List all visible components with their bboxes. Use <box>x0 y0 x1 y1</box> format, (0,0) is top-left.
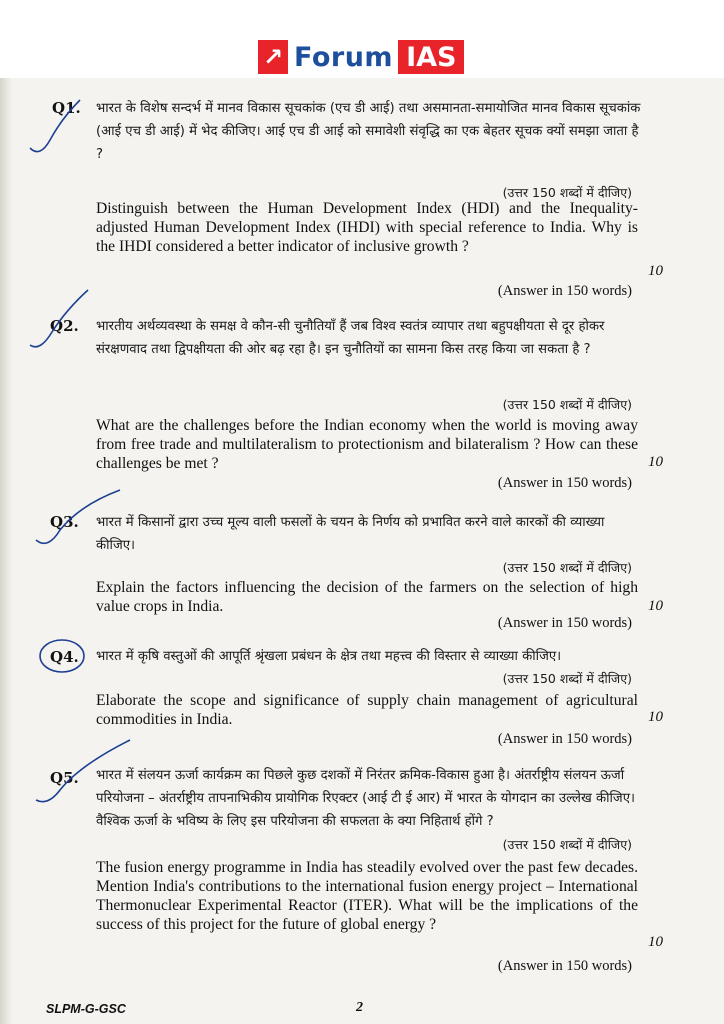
question-4-english: Elaborate the scope and significance of supply chain management of agricultural commodities in India. <box>96 692 638 728</box>
question-1-hint-hindi: (उत्तर 150 शब्दों में दीजिए) <box>502 185 632 200</box>
question-4-marks: 10 <box>648 709 663 725</box>
question-2-number: Q2. <box>50 317 79 335</box>
question-4-hint-hindi: (उत्तर 150 शब्दों में दीजिए) <box>502 671 632 686</box>
page-number: 2 <box>356 1000 363 1015</box>
question-5-number: Q5. <box>50 769 79 787</box>
arrow-icon: ↗ <box>258 40 288 74</box>
question-4-number: Q4. <box>50 648 79 666</box>
question-2-english: What are the challenges before the Indian economy when the world is moving away from free trade and multilateralism to protectionism and bilateralism ? How can these challenges be met ? <box>96 417 638 472</box>
page-left-edge <box>0 78 12 1024</box>
question-5-english: The fusion energy programme in India has steadily evolved over the past few decades. Mention India's contributions to the international fusion energy project – International Thermonuclear Experimental Reactor (ITER). What will be the implications of the success of this project for the future of global energy ? <box>96 859 638 933</box>
forumias-logo <box>258 40 464 74</box>
logo-forum-text: Forum <box>294 41 394 73</box>
question-3-hint-english: (Answer in 150 words) <box>497 615 632 631</box>
question-1-hindi: भारत के विशेष सन्दर्भ में मानव विकास सूचकांक (एच डी आई) तथा असमानता-समायोजित मानव विकास सूचकांक (आई एच डी आई) में भेद कीजिए। आई एच डी आई को समावेशी संवृद्धि का एक बेहतर सूचक क्यों समझा जाता है ? <box>96 101 641 162</box>
question-3-english: Explain the factors influencing the decision of the farmers on the selection of high value crops in India. <box>96 579 638 615</box>
question-3-hint-hindi: (उत्तर 150 शब्दों में दीजिए) <box>502 560 632 575</box>
question-2-hindi: भारतीय अर्थव्यवस्था के समक्ष वे कौन-सी चुनौतियाँ हैं जब विश्व स्वतंत्र व्यापार तथा बहुपक्षीयता से दूर होकर संरक्षणवाद तथा द्विपक्षीयता की ओर बढ़ रहा है। इन चुनौतियों का सामना किस तरह किया जा सकता है ? <box>96 319 605 357</box>
question-5-hindi: भारत में संलयन ऊर्जा कार्यक्रम का पिछले कुछ दशकों में निरंतर क्रमिक-विकास हुआ है। अंतर्राष्ट्रीय संलयन ऊर्जा परियोजना – अंतर्राष्ट्रीय तापनाभिकीय प्रायोगिक रिएक्टर (आई टी ई आर) में भारत के योगदान का उल्लेख कीजिए। वैश्विक ऊर्जा के भविष्य के लिए इस परियोजना की सफलता के क्या निहितार्थ होंगे ? <box>96 768 635 829</box>
question-1-hint-english: (Answer in 150 words) <box>497 283 632 299</box>
question-5-marks: 10 <box>648 934 663 950</box>
question-3-number: Q3. <box>50 513 79 531</box>
paper-code: SLPM-G-GSC <box>46 1002 126 1016</box>
question-1-number: Q1. <box>52 99 81 117</box>
question-2-hint-hindi: (उत्तर 150 शब्दों में दीजिए) <box>502 397 632 412</box>
question-4-hindi: भारत में कृषि वस्तुओं की आपूर्ति श्रृंखला प्रबंधन के क्षेत्र तथा महत्त्व की विस्तार से व्याख्या कीजिए। <box>96 649 562 664</box>
question-3-hindi: भारत में किसानों द्वारा उच्च मूल्य वाली फसलों के चयन के निर्णय को प्रभावित करने वाले कारकों की व्याख्या कीजिए। <box>96 515 605 553</box>
logo-ias-text: IAS <box>398 40 464 74</box>
question-1-english: Distinguish between the Human Development Index (HDI) and the Inequality-adjusted Human Development Index (IHDI) with special reference to India. Why is the IHDI considered a better indicator of inclusive growth ? <box>96 200 638 255</box>
question-2-hint-english: (Answer in 150 words) <box>497 475 632 491</box>
question-5-hint-english: (Answer in 150 words) <box>497 958 632 974</box>
question-1-marks: 10 <box>648 263 663 279</box>
question-5-hint-hindi: (उत्तर 150 शब्दों में दीजिए) <box>502 837 632 852</box>
question-4-hint-english: (Answer in 150 words) <box>497 731 632 747</box>
question-3-marks: 10 <box>648 598 663 614</box>
question-2-marks: 10 <box>648 454 663 470</box>
